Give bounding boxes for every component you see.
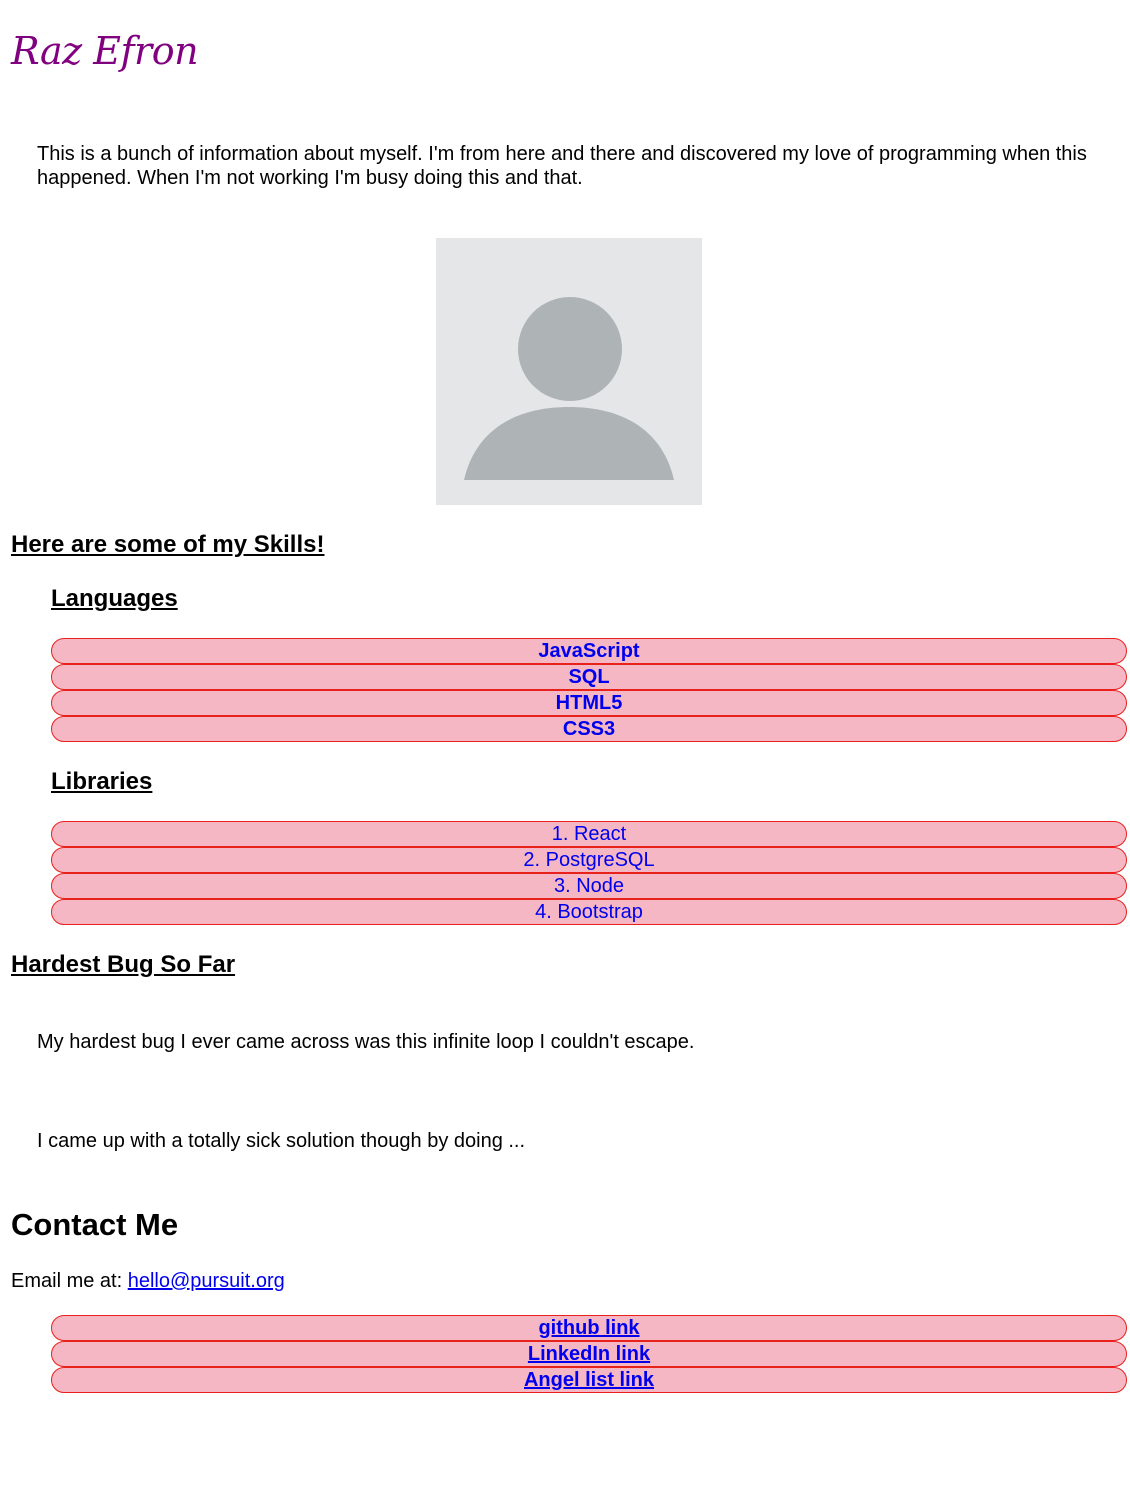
libraries-list xyxy=(51,821,1127,925)
language-item-html5: HTML5 xyxy=(51,690,1127,716)
language-item-css3: CSS3 xyxy=(51,716,1127,742)
angel-list-link[interactable]: Angel list link xyxy=(523,1369,655,1391)
hardest-bug-heading: Hardest Bug So Far xyxy=(11,951,236,978)
email-link[interactable]: hello@pursuit.org xyxy=(127,1270,285,1292)
contact-link-item-angellist xyxy=(51,1367,1127,1393)
language-item-javascript: JavaScript xyxy=(51,638,1127,664)
contact-heading: Contact Me xyxy=(11,1207,179,1242)
languages-heading: Languages xyxy=(51,585,178,612)
bug-paragraph-2: I came up with a totally sick solution though by doing ... xyxy=(37,1130,526,1152)
language-item-sql: SQL xyxy=(51,664,1127,690)
page-title: Raz Efron xyxy=(11,29,199,73)
about-paragraph: This is a bunch of information about myself. I'm from here and there and discovered my love of programming when this happened. When I'm not working I'm busy doing this and that. xyxy=(37,143,1087,189)
contact-link-item-github xyxy=(51,1315,1127,1341)
contact-links-list xyxy=(51,1315,1127,1393)
skills-heading: Here are some of my Skills! xyxy=(11,531,325,558)
bug-paragraph-1: My hardest bug I ever came across was this infinite loop I couldn't escape. xyxy=(37,1031,695,1053)
email-label: Email me at: xyxy=(11,1270,128,1292)
library-item-bootstrap: 4. Bootstrap xyxy=(51,899,1127,925)
languages-list xyxy=(51,638,1127,742)
library-item-node: 3. Node xyxy=(51,873,1127,899)
email-line xyxy=(11,1269,285,1293)
profile-avatar xyxy=(436,238,702,505)
github-link[interactable]: github link xyxy=(538,1317,640,1339)
libraries-heading: Libraries xyxy=(51,768,153,795)
person-silhouette-icon xyxy=(436,238,702,505)
library-item-react: 1. React xyxy=(51,821,1127,847)
linkedin-link[interactable]: LinkedIn link xyxy=(527,1343,651,1365)
library-item-postgresql: 2. PostgreSQL xyxy=(51,847,1127,873)
contact-link-item-linkedin xyxy=(51,1341,1127,1367)
